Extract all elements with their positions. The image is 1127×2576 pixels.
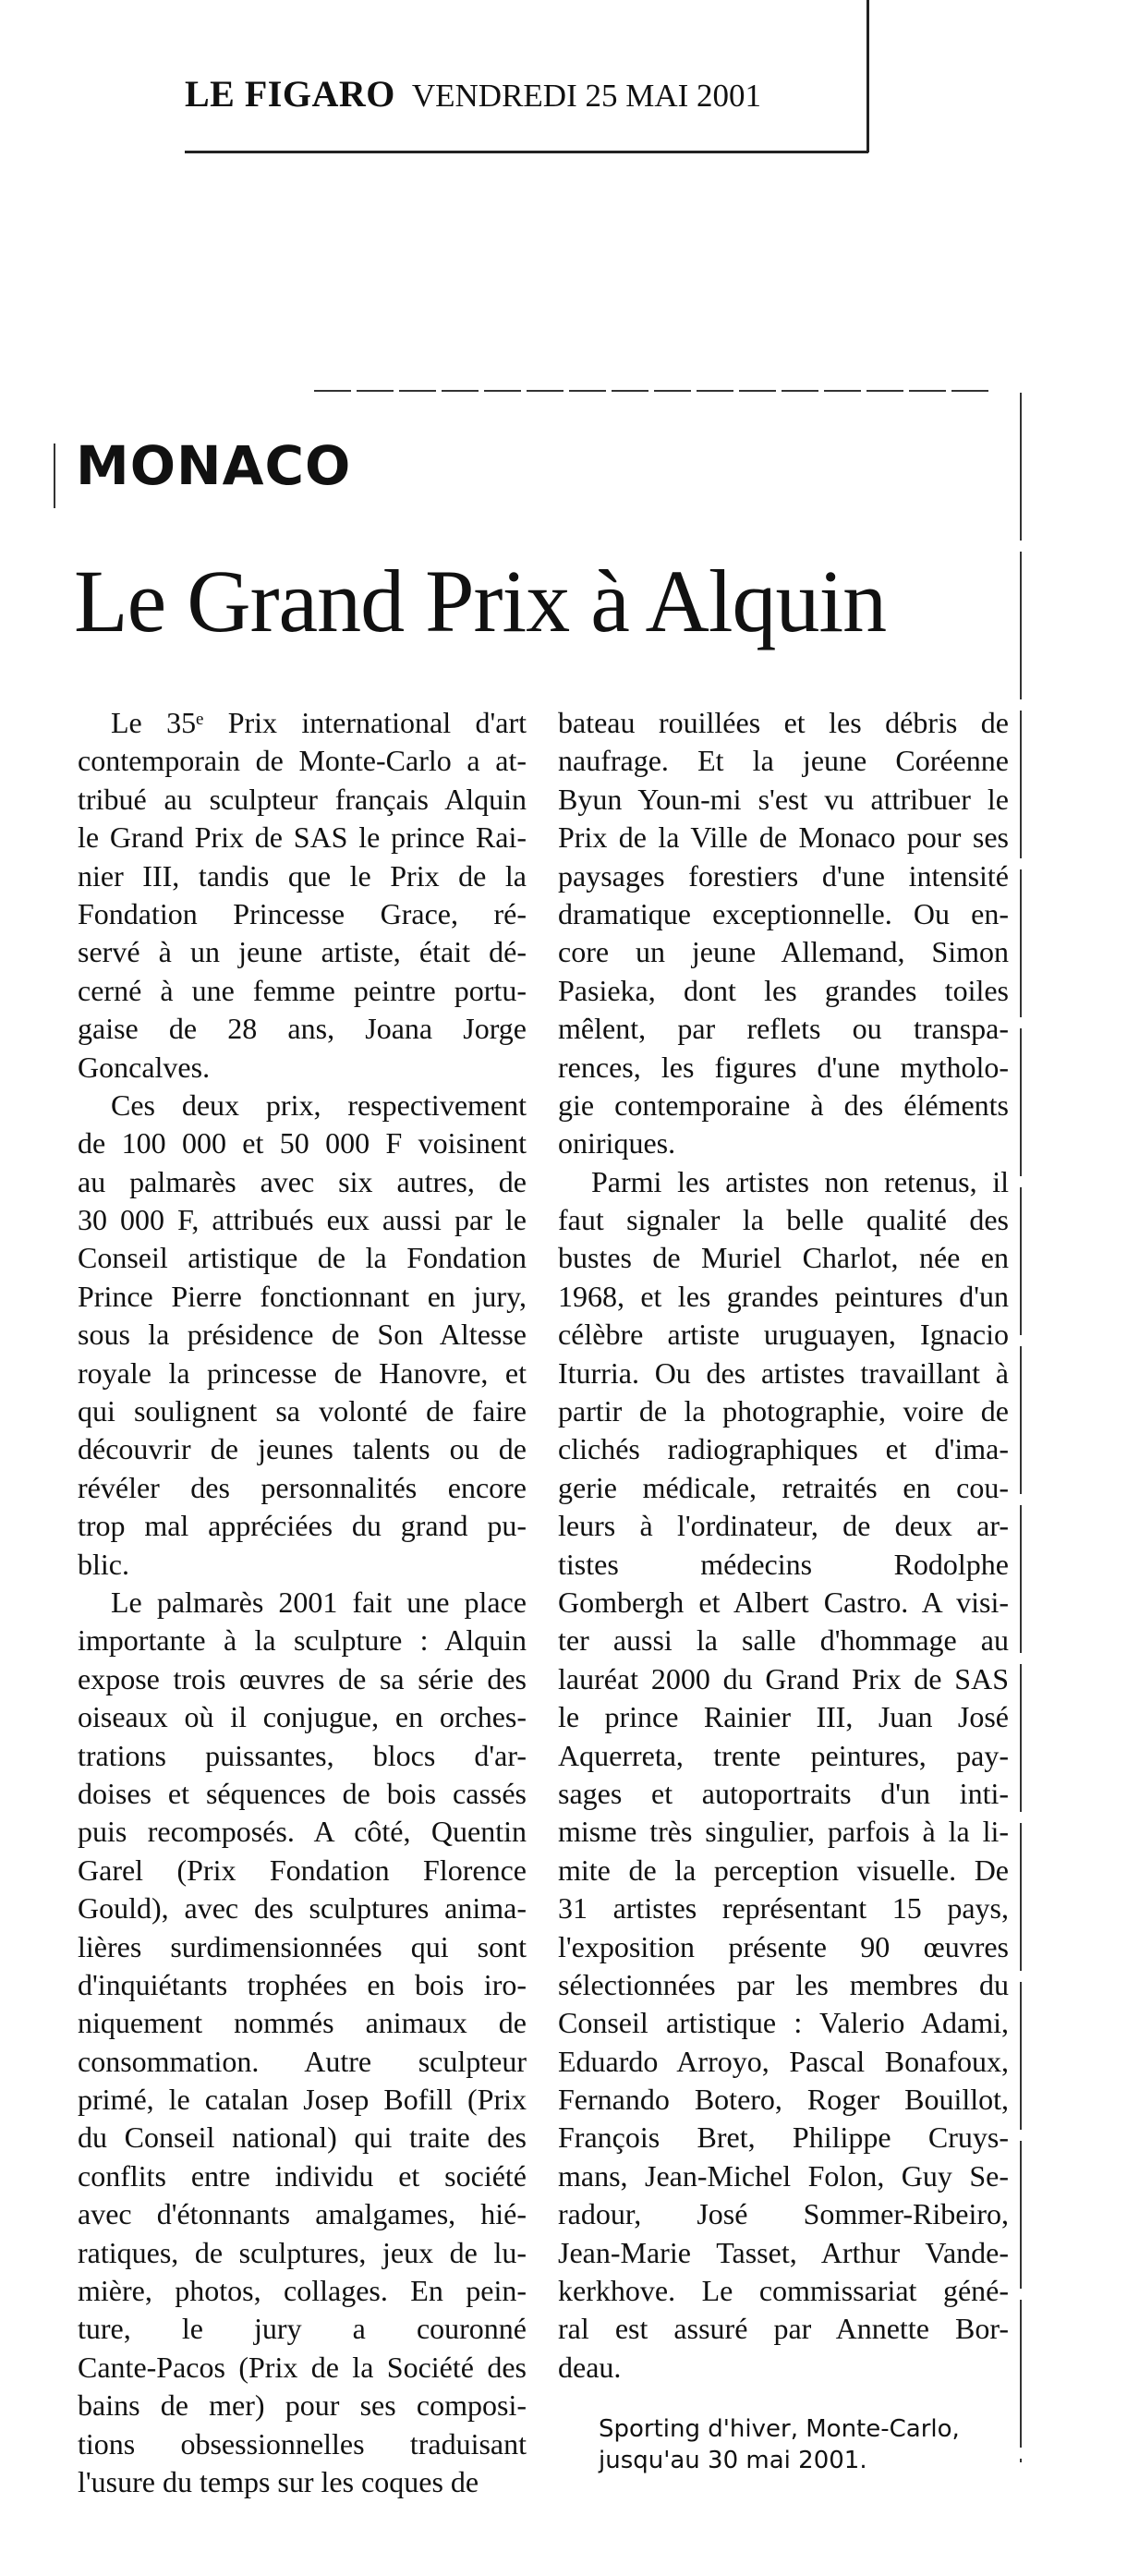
article-line: contemporain de Monte-Carlo a at- [78,744,527,778]
article-top-rule [314,390,993,392]
article-line: mière, photos, collages. En pein- [78,2274,527,2308]
article-line: nier III, tandis que le Prix de la [78,858,527,893]
article-line: clichés radiographiques et d'ima- [558,1432,1009,1466]
article-line: 30 000 F, attribués eux aussi par le [78,1203,527,1237]
article-line: de 100 000 et 50 000 F voisinent [78,1126,527,1160]
article-line: faut signaler la belle qualité des [558,1203,1009,1237]
article-line: core un jeune Allemand, Simon [558,935,1009,969]
article-line: Gombergh et Albert Castro. A visi- [558,1585,1009,1619]
article-line: Prix de la Ville de Monaco pour ses [558,820,1009,855]
article-line: Iturria. Ou des artistes travaillant à [558,1355,1009,1390]
article-line: dramatique exceptionnelle. Ou en- [558,896,1009,930]
article-line: Prince Pierre fonctionnant en jury, [78,1279,527,1313]
article-line: découvrir de jeunes talents ou de [78,1432,527,1466]
article-line: oiseaux où il conjugue, en orches- [78,1700,527,1734]
article-line: l'exposition présente 90 œuvres [558,1929,1009,1963]
article-line: rences, les figures d'une mytholo- [558,1050,1009,1084]
article-line: ratiques, de sculptures, jeux de lu- [78,2235,527,2269]
article-line: du Conseil national) qui traite des [78,2120,527,2155]
credit-line: jusqu'au 30 mai 2001. [599,2447,867,2474]
article-line: gerie médicale, retraités en cou- [558,1470,1009,1504]
article-line: deau. [558,2350,622,2384]
article-line: servé à un jeune artiste, était dé- [78,935,527,969]
article-line: oniriques. [558,1126,676,1160]
article-line: Garel (Prix Fondation Florence [78,1853,527,1887]
article-line: trop mal appréciées du grand pu- [78,1509,527,1543]
article-line: lières surdimensionnées qui sont [78,1929,527,1963]
article-line: ter aussi la salle d'hommage au [558,1623,1009,1658]
article-line: ture, le jury a couronné [78,2312,527,2346]
article-line: expose trois œuvres de sa série des [78,1661,527,1695]
article-line: Parmi les artistes non retenus, il [591,1164,1009,1198]
article-line: radour, José Sommer-Ribeiro, [558,2197,1009,2231]
article-column-left [78,704,527,2501]
newspaper-name: LE FIGARO [185,73,395,115]
article-right-rule [1020,393,1022,2462]
article-line: bains de mer) pour ses composi- [78,2388,527,2423]
article-line: gie contemporaine à des éléments [558,1088,1009,1122]
article-line: puis recomposés. A côté, Quentin [78,1815,527,1849]
article-line: au palmarès avec six autres, de [78,1164,527,1198]
article-line: mite de la perception visuelle. De [558,1853,1009,1887]
article-line: niquement nommés animaux de [78,2006,527,2040]
article-line: importante à la sculpture : Alquin [78,1623,527,1658]
article-line: blic. [78,1547,129,1581]
article-line: mans, Jean-Michel Folon, Guy Se- [558,2158,1009,2193]
article-line: révéler des personnalités encore [78,1470,527,1504]
credit-line: Sporting d'hiver, Monte-Carlo, [599,2415,960,2443]
section-label: MONACO [76,434,352,497]
article-line: naufrage. Et la jeune Coréenne [558,744,1009,778]
article-line: cerné à une femme peintre portu- [78,973,527,1007]
article-line: Le palmarès 2001 fait une place [111,1585,527,1619]
article-line: Fondation Princesse Grace, ré- [78,896,527,930]
masthead-divider [185,151,868,153]
article-line: partir de la photographie, voire de [558,1394,1009,1428]
article-line: qui soulignent sa volonté de faire [78,1394,527,1428]
issue-date: VENDREDI 25 MAI 2001 [411,78,762,114]
article-line: 1968, et les grandes peintures d'un [558,1279,1009,1313]
article-line: célèbre artiste uruguayen, Ignacio [558,1318,1009,1352]
masthead-vertical-rule [866,0,869,152]
article-line: Le 35ᵉ Prix international d'art [111,706,527,739]
article-line: lauréat 2000 du Grand Prix de SAS [558,1661,1009,1695]
article-line: l'usure du temps sur les coques de [78,2464,479,2498]
article-line: gaise de 28 ans, Joana Jorge [78,1012,527,1046]
article-line: Fernando Botero, Roger Bouillot, [558,2083,1009,2117]
article-line: le Grand Prix de SAS le prince Rai- [78,820,527,855]
section-marker-rule [54,444,55,508]
article-line: tribué au sculpteur français Alquin [78,782,527,816]
article-line: kerkhove. Le commissariat géné- [558,2274,1009,2308]
article-line: Goncalves. [78,1050,211,1084]
article-line: Pasieka, dont les grandes toiles [558,973,1009,1007]
article-line: Eduardo Arroyo, Pascal Bonafoux, [558,2044,1009,2078]
article-line: primé, le catalan Josep Bofill (Prix [78,2083,527,2117]
article-line: ral est assuré par Annette Bor- [558,2312,1009,2346]
article-line: leurs à l'ordinateur, de deux ar- [558,1509,1009,1543]
article-line: misme très singulier, parfois à la li- [558,1815,1009,1849]
article-line: mêlent, par reflets ou transpa- [558,1012,1009,1046]
article-line: Cante-Pacos (Prix de la Société des [78,2350,527,2384]
article-line: avec d'étonnants amalgames, hié- [78,2197,527,2231]
article-line: bateau rouillées et les débris de [558,706,1009,739]
article-line: 31 artistes représentant 15 pays, [558,1891,1009,1926]
article-line: sous la présidence de Son Altesse [78,1318,527,1352]
article-line: Conseil artistique : Valerio Adami, [558,2006,1009,2040]
article-line: Byun Youn-mi s'est vu attribuer le [558,782,1009,816]
article-line: trations puissantes, blocs d'ar- [78,1738,527,1772]
article-line: bustes de Muriel Charlot, née en [558,1241,1009,1275]
article-line: Aquerreta, trente peintures, pay- [558,1738,1009,1772]
masthead [185,72,761,115]
article-line: Conseil artistique de la Fondation [78,1241,527,1275]
article-line: consommation. Autre sculpteur [78,2044,527,2078]
article-line: paysages forestiers d'une intensité [558,858,1009,893]
article-line: François Bret, Philippe Cruys- [558,2120,1009,2155]
article-line: d'inquiétants trophées en bois iro- [78,1967,527,2001]
article-line: conflits entre individu et société [78,2158,527,2193]
article-line: tions obsessionnelles traduisant [78,2426,527,2461]
article-line: sélectionnées par les membres du [558,1967,1009,2001]
article-line: tistes médecins Rodolphe [558,1547,1009,1581]
article-line: Ces deux prix, respectivement [111,1088,527,1122]
article-line: sages et autoportraits d'un inti- [558,1776,1009,1810]
article-line: doises et séquences de bois cassés [78,1776,527,1810]
article-column-right [558,704,1009,2387]
article-headline: Le Grand Prix à Alquin [74,552,887,650]
article-line: royale la princesse de Hanovre, et [78,1355,527,1390]
article-line: le prince Rainier III, Juan José [558,1700,1009,1734]
exhibition-credit [599,2413,1024,2476]
article-line: Jean-Marie Tasset, Arthur Vande- [558,2235,1009,2269]
article-line: Gould), avec des sculptures anima- [78,1891,527,1926]
